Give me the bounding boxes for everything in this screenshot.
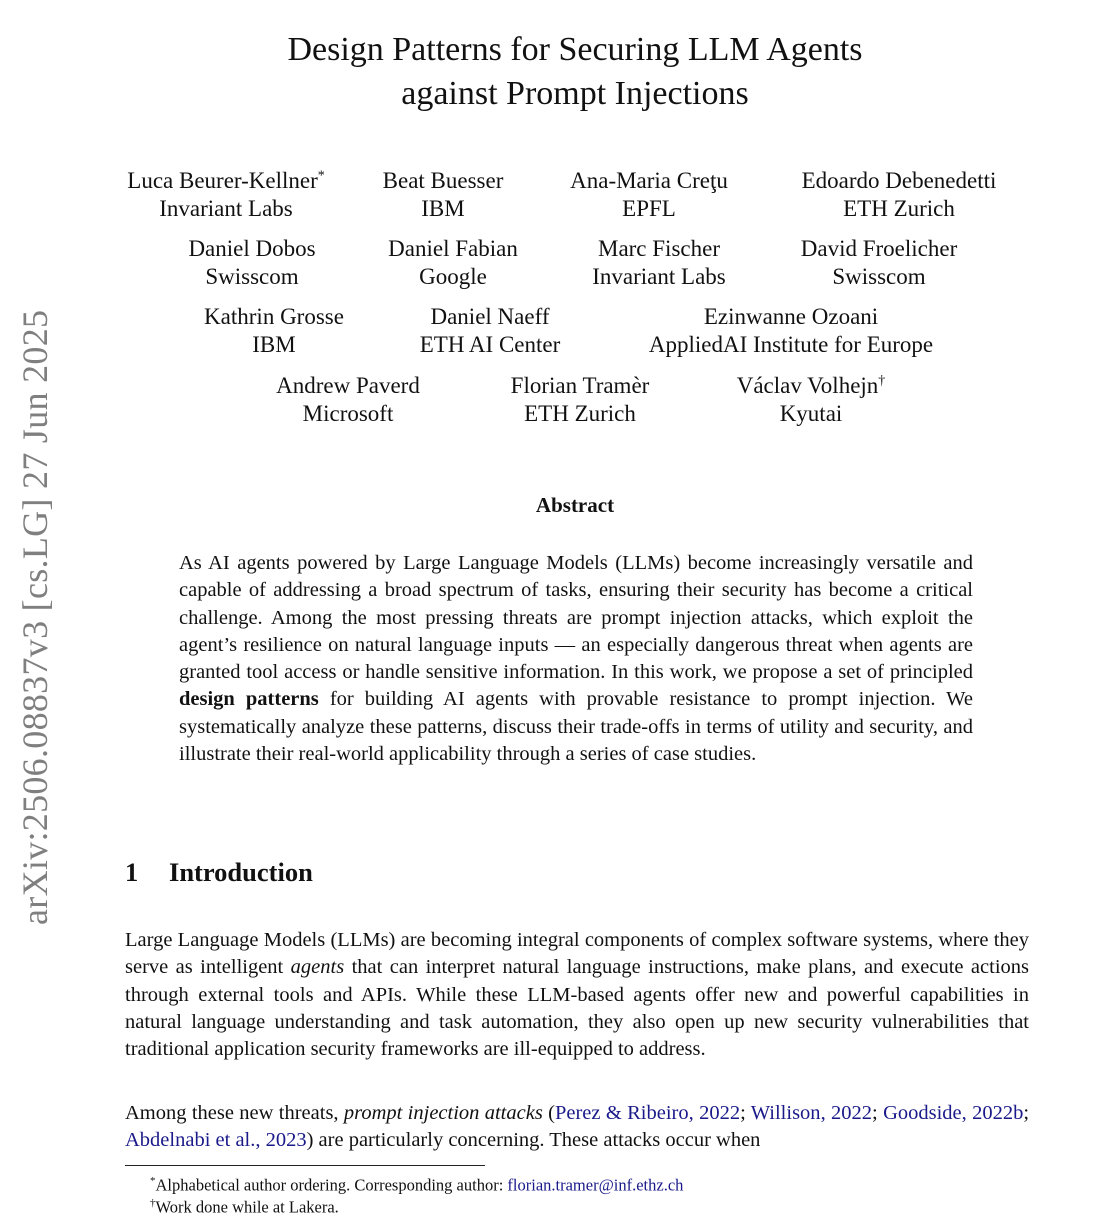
paragraph-text: Among these new threats, <box>125 1102 344 1124</box>
paragraph-text: Large Language Models (LLMs) are becoming integral components of complex software systems, where they serve as intelligent <box>125 929 1029 979</box>
author-name: David Froelicher <box>800 236 958 261</box>
author-affiliation: Kyutai <box>779 401 843 426</box>
author-name: Luca Beurer-Kellner <box>127 168 318 193</box>
author-name: Florian Tramèr <box>510 373 650 398</box>
section-heading <box>125 857 313 888</box>
footnote-text: Work done while at Lakera. <box>155 1197 339 1217</box>
author-affiliation: AppliedAI Institute for Europe <box>648 332 934 357</box>
title-line-1: Design Patterns for Securing LLM Agents <box>287 31 863 68</box>
author-name: Kathrin Grosse <box>204 304 344 329</box>
footnote-text: Alphabetical author ordering. Corresponding author: <box>155 1175 508 1195</box>
author-affiliation: ETH Zurich <box>843 196 955 221</box>
paragraph-text: ) are particularly concerning. These attacks occur when <box>306 1129 761 1152</box>
intro-paragraph-2: Among these new threats, prompt injection attacks (Perez & Ribeiro, 2022; Willison, 2022; Goodside, 2022b; Abdelnabi et al., 2023) are particularly concerning. These attacks occur when <box>125 1102 1030 1152</box>
abstract-emphasis: design patterns <box>179 688 319 711</box>
author-name: Václav Volhejn <box>736 373 879 398</box>
author-affiliation: Swisscom <box>832 264 926 289</box>
author-block <box>388 235 518 291</box>
paragraph-text: that can interpret natural language instructions, make plans, and execute actions through external tools and APIs. While these LLM-based agents offer new and powerful capabilities in natural language understanding and task automation, they also open up new security vulnerabilities that traditional application security frameworks are ill-equipped to address. <box>125 956 1030 1061</box>
author-block <box>188 235 315 291</box>
author-block <box>801 235 957 291</box>
emphasis-text: prompt injection attacks <box>343 1102 543 1124</box>
abstract-text: As AI agents powered by Large Language Models (LLMs) become increasingly versatile and capable of addressing a broad spectrum of tasks, ensuring their security has become a critical challenge. Among the most pressing threats are prompt injection attacks, which exploit the agent’s resilience on natural language inputs — an especially dangerous threat when agents are granted tool access or handle sensitive information. In this work, we propose a set of principled <box>179 552 973 684</box>
paragraph-text: ( <box>542 1102 555 1124</box>
author-affiliation: ETH AI Center <box>419 332 561 357</box>
intro-paragraph-1 <box>125 927 1029 1063</box>
abstract-body <box>179 550 973 768</box>
author-name: Andrew Paverd <box>276 373 420 398</box>
author-block <box>276 372 420 428</box>
author-name: Marc Fischer <box>597 236 720 261</box>
citation-link[interactable]: Perez & Ribeiro, 2022 <box>554 1102 741 1124</box>
section-number: 1 <box>125 857 139 887</box>
paper-title <box>0 28 1107 116</box>
author-block <box>420 303 561 359</box>
author-name: Beat Buesser <box>382 168 504 193</box>
author-name: Ana-Maria Creţu <box>570 168 728 193</box>
author-name: Daniel Naeff <box>430 304 550 329</box>
author-affiliation: IBM <box>252 332 296 357</box>
author-block <box>592 235 725 291</box>
email-link[interactable]: florian.tramer@inf.ethz.ch <box>507 1175 684 1195</box>
title-line-2: against Prompt Injections <box>401 75 749 112</box>
emphasis-text: agents <box>290 956 345 979</box>
author-name: Daniel Fabian <box>388 236 518 261</box>
author-block <box>737 372 886 428</box>
author-name: Daniel Dobos <box>188 236 316 261</box>
abstract-heading: Abstract <box>535 493 615 517</box>
author-name: Ezinwanne Ozoani <box>703 304 879 329</box>
citation-link[interactable]: Goodside, 2022b <box>883 1102 1024 1124</box>
footnote-mark: * <box>150 1175 156 1187</box>
section-title: Introduction <box>169 857 313 887</box>
author-name: Edoardo Debenedetti <box>801 168 997 193</box>
author-affiliation: IBM <box>421 196 465 221</box>
footnote-divider <box>125 1165 485 1166</box>
footnote-2 <box>150 1192 339 1219</box>
author-affiliation: Google <box>419 264 487 289</box>
author-block <box>570 167 728 223</box>
author-block <box>511 372 650 428</box>
author-affiliation: ETH Zurich <box>524 401 636 426</box>
author-affiliation: Swisscom <box>205 264 299 289</box>
author-mark: * <box>317 168 325 184</box>
author-block <box>383 167 504 223</box>
author-affiliation: Invariant Labs <box>159 196 293 221</box>
author-block <box>127 167 324 223</box>
author-block <box>649 303 933 359</box>
author-block <box>204 303 344 359</box>
author-affiliation: EPFL <box>622 196 676 221</box>
author-block <box>802 167 997 223</box>
abstract-text: for building AI agents with provable resistance to prompt injection. We systematically analyze these patterns, discuss their trade-offs in terms of utility and security, and illustrate their real-world applicability through a series of case studies. <box>179 688 973 766</box>
author-affiliation: Microsoft <box>302 401 394 426</box>
citation-link[interactable]: Willison, 2022 <box>750 1102 873 1124</box>
arxiv-identifier: arXiv:2506.08837v3 [cs.LG] 27 Jun 2025 <box>15 309 55 925</box>
author-mark: † <box>878 373 886 389</box>
footnote-mark: † <box>150 1197 156 1209</box>
citation-link[interactable]: Abdelnabi et al., 2023 <box>125 1129 307 1152</box>
author-affiliation: Invariant Labs <box>592 264 726 289</box>
